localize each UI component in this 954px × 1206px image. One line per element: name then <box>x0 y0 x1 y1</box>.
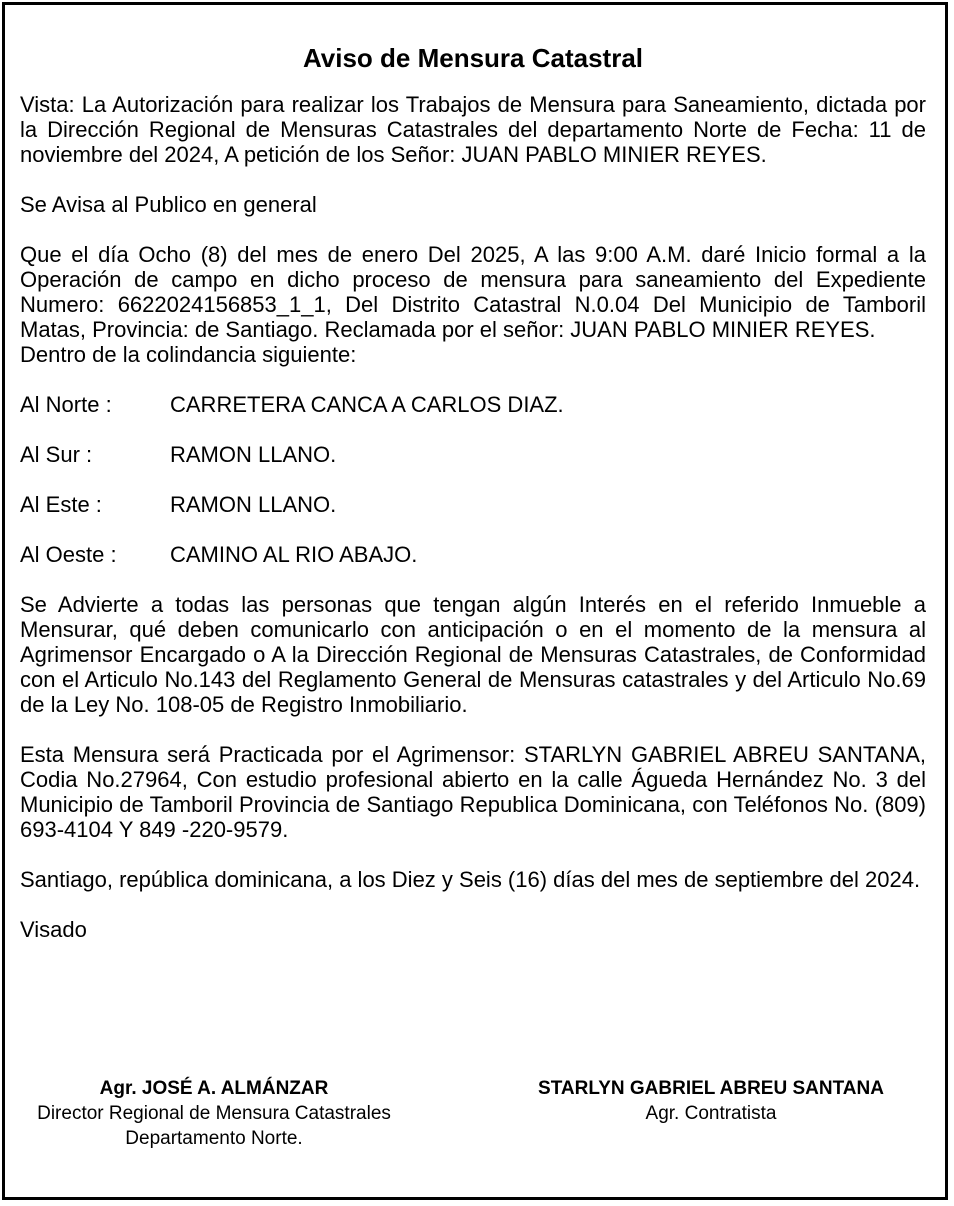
signature-role: Agr. Contratista <box>645 1103 777 1124</box>
signature-department: Departamento Norte. <box>125 1128 303 1149</box>
boundary-west <box>20 542 926 567</box>
boundary-value: CAMINO AL RIO ABAJO. <box>170 542 418 567</box>
surveyor-paragraph: Esta Mensura será Practicada por el Agrimensor: STARLYN GABRIEL ABREU SANTANA, Codia No.27964, Con estudio profesional abierto en la calle Águeda Hernández No. 3 del Municipio de Tamboril Provincia de Santiago Republica Dominicana, con Teléfonos No. (809) 693-4104 Y 849 -220-9579. <box>20 742 926 842</box>
signature-role: Director Regional de Mensura Catastrales <box>37 1103 391 1124</box>
boundary-label: Al Este : <box>20 492 102 517</box>
notice-body <box>20 42 926 942</box>
boundary-label: Al Oeste : <box>20 542 117 567</box>
public-notice-line: Se Avisa al Publico en general <box>20 192 317 217</box>
boundary-value: RAMON LLANO. <box>170 492 337 517</box>
date-paragraph: Santiago, república dominicana, a los Diez y Seis (16) días del mes de septiembre del 2024. <box>20 867 921 892</box>
signature-name: Agr. JOSÉ A. ALMÁNZAR <box>99 1078 329 1099</box>
boundary-value: CARRETERA CANCA A CARLOS DIAZ. <box>170 392 564 417</box>
boundary-intro: Dentro de la colindancia siguiente: <box>20 342 357 367</box>
signature-contractor <box>510 1076 912 1126</box>
boundary-value: RAMON LLANO. <box>170 442 337 467</box>
operation-paragraph: Que el día Ocho (8) del mes de enero Del 2025, A las 9:00 A.M. daré Inicio formal a la Operación de campo en dicho proceso de mensura para saneamiento del Expediente Numero: 6622024156853_1_1, Del Distrito Catastral N.0.04 Del Municipio de Tamboril Matas, Provincia: de Santiago. Reclamada por el señor: JUAN PABLO MINIER REYES. <box>20 242 926 342</box>
warning-paragraph: Se Advierte a todas las personas que tengan algún Interés en el referido Inmueble a Mensurar, qué deben comunicarlo con anticipación o en el momento de la mensura al Agrimensor Encargado o A la Dirección Regional de Mensuras Catastrales, de Conformidad con el Articulo No.143 del Reglamento General de Mensuras catastrales y del Articulo No.69 de la Ley No. 108-05 de Registro Inmobiliario. <box>20 592 926 717</box>
boundary-south <box>20 442 926 467</box>
signature-director <box>14 1076 414 1151</box>
signature-name: STARLYN GABRIEL ABREU SANTANA <box>538 1078 884 1099</box>
boundary-east <box>20 492 926 517</box>
vista-paragraph: Vista: La Autorización para realizar los Trabajos de Mensura para Saneamiento, dictada por la Dirección Regional de Mensuras Catastrales del departamento Norte de Fecha: 11 de noviembre del 2024, A petición de los Señor: JUAN PABLO MINIER REYES. <box>20 92 926 167</box>
boundary-label: Al Sur : <box>20 442 93 467</box>
boundary-label: Al Norte : <box>20 392 112 417</box>
boundary-north <box>20 392 926 417</box>
visado-line: Visado <box>20 917 87 942</box>
notice-title: Aviso de Mensura Catastral <box>302 43 644 73</box>
